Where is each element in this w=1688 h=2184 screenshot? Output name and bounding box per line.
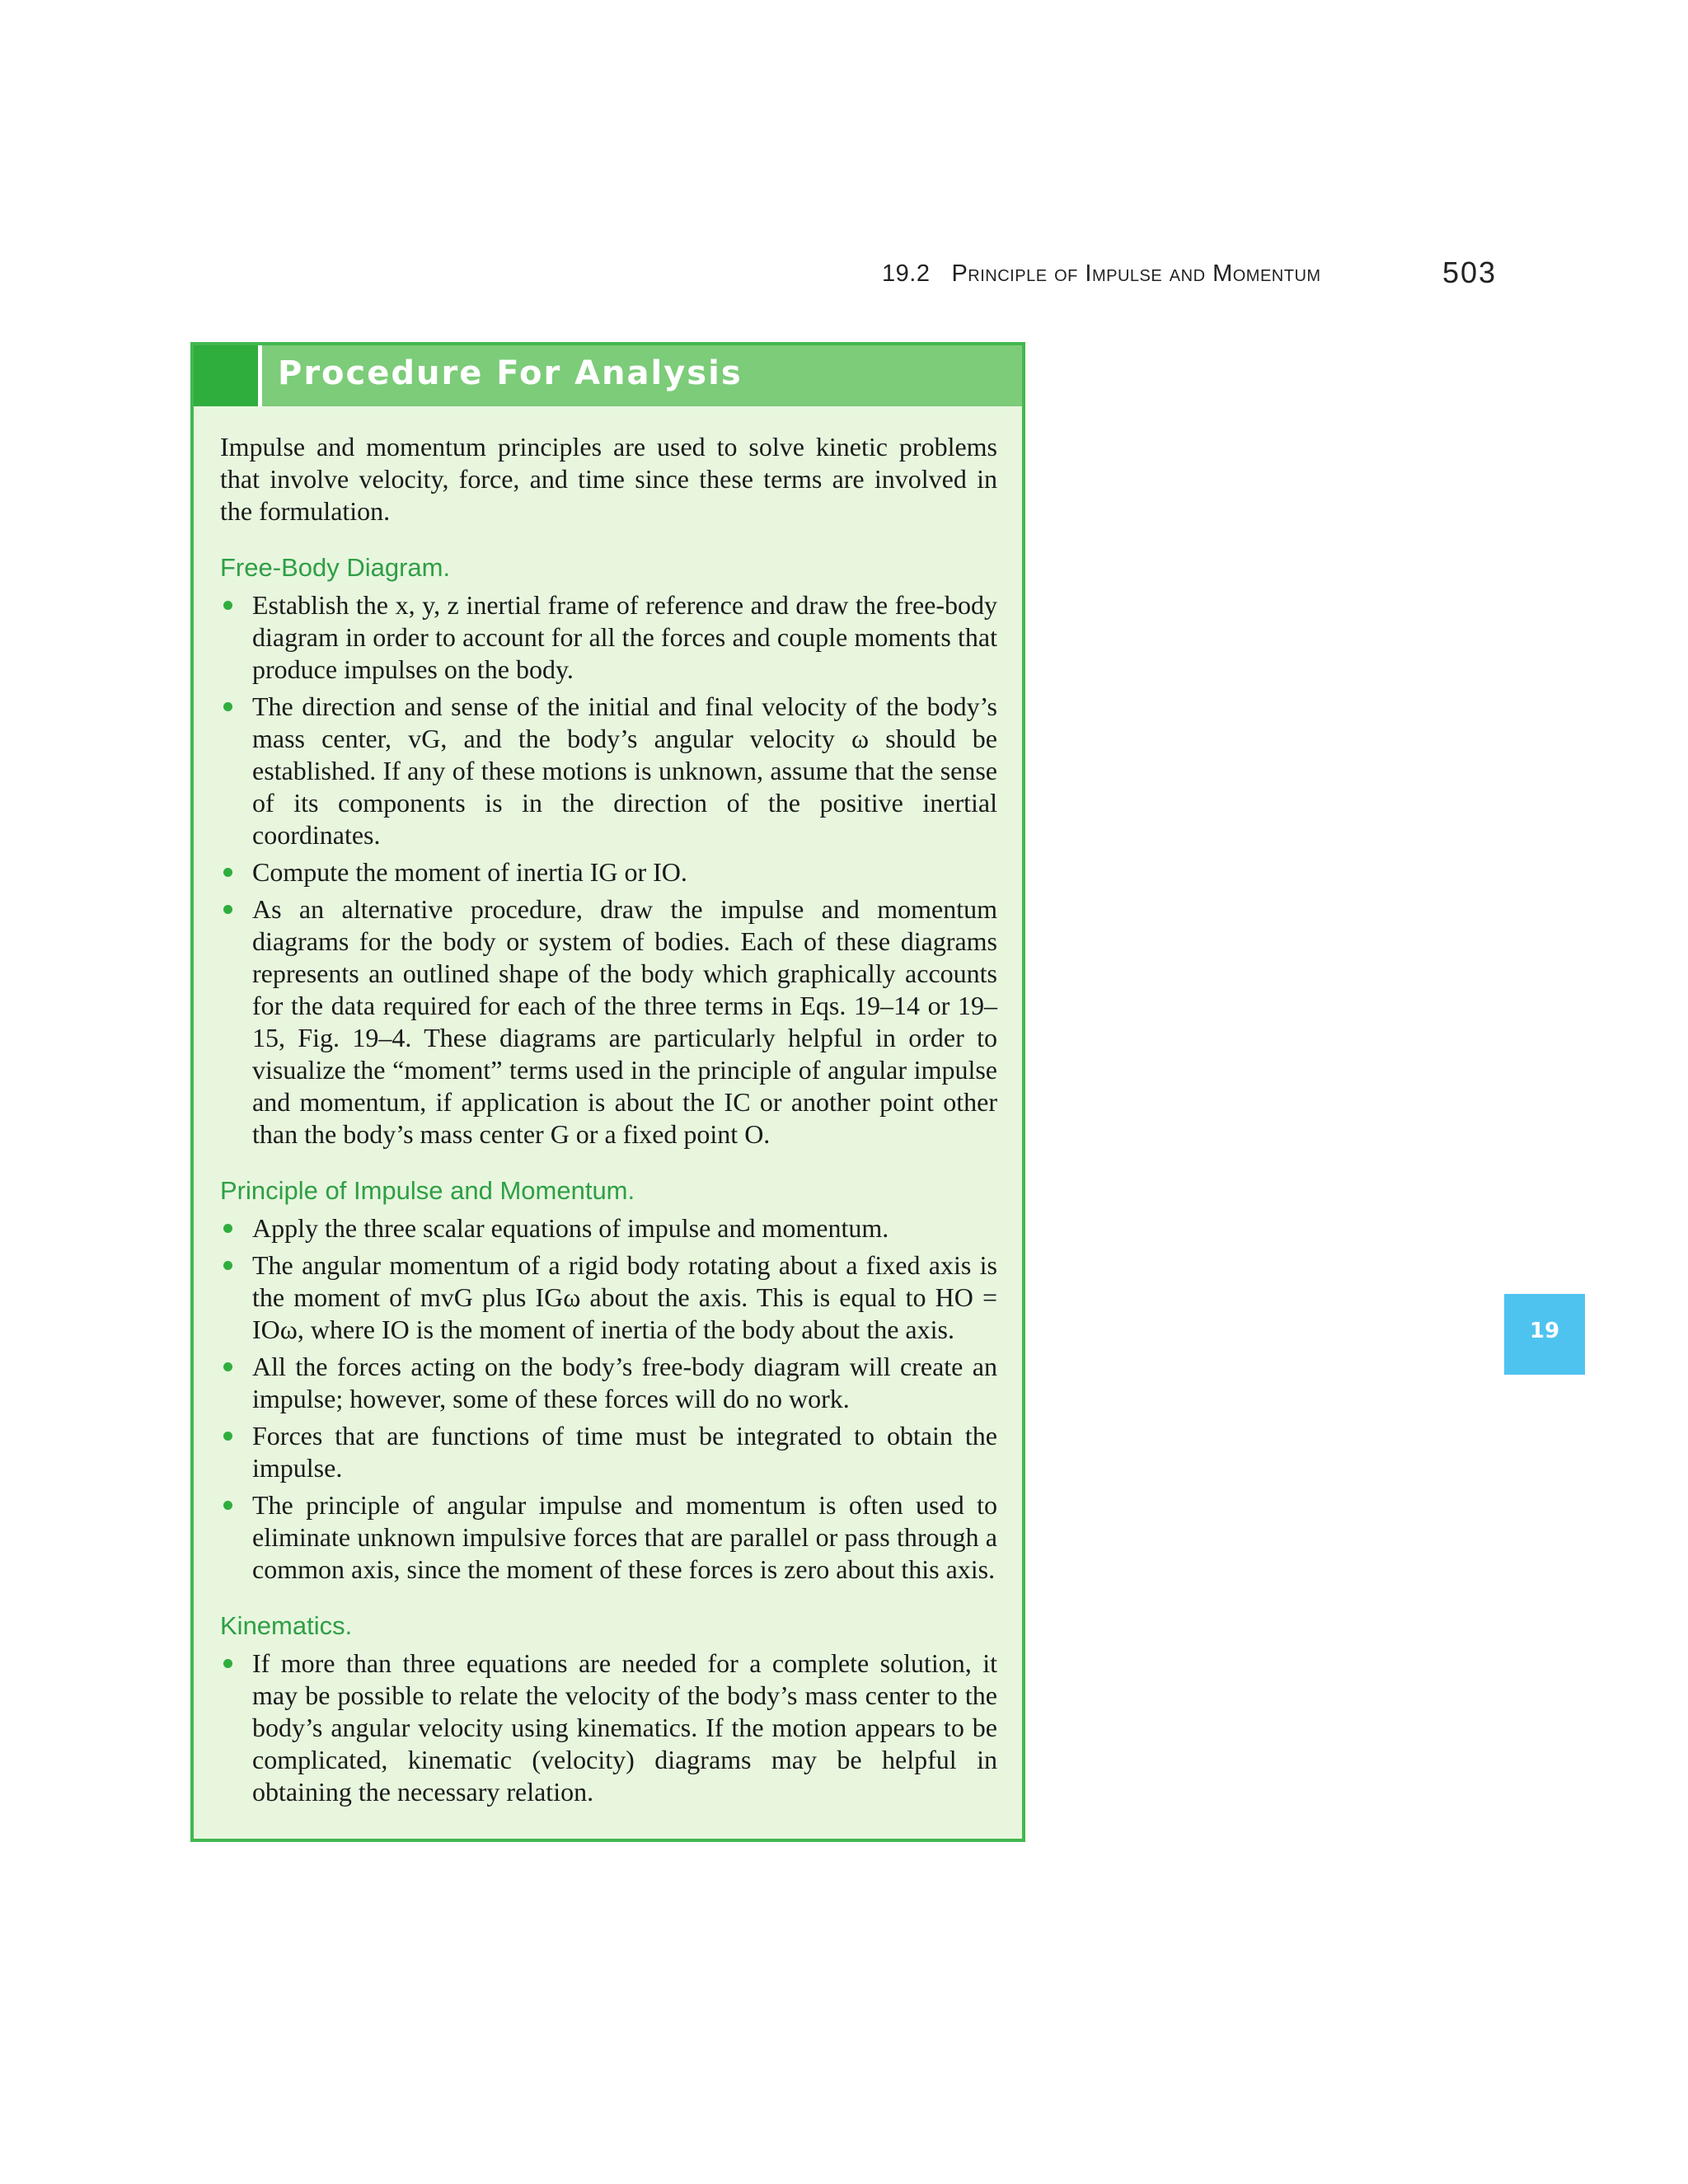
section-number: 19.2 — [882, 260, 931, 287]
bullet-icon — [223, 1261, 232, 1270]
running-head — [882, 260, 1343, 288]
list-item: Compute the moment of inertia IG or IO. — [220, 856, 997, 888]
list-item: The angular momentum of a rigid body rotating about a fixed axis is the moment of mvG plus IGω about the axis. This is equal to HO = IOω, where IO is the moment of inertia of the body about the axis. — [220, 1249, 997, 1346]
list-item: Forces that are functions of time must be integrated to obtain the impulse. — [220, 1420, 997, 1484]
section-title: Principle of Impulse and Momentum — [951, 260, 1321, 287]
list-item: Establish the x, y, z inertial frame of reference and draw the free-body diagram in order to account for all the forces and couple moments that produce impulses on the body. — [220, 589, 997, 686]
procedure-box-header — [194, 345, 1022, 406]
chapter-tab — [1504, 1294, 1585, 1375]
page-number: 503 — [1442, 255, 1498, 289]
intro-paragraph: Impulse and momentum principles are used to solve kinetic problems that involve velocity, force, and time since these terms are involved in the formulation. — [220, 432, 997, 526]
bullet-icon — [223, 601, 232, 610]
list-item: All the forces acting on the body’s free-body diagram will create an impulse; however, some of these forces will do no work. — [220, 1351, 997, 1415]
bullet-icon — [223, 1362, 232, 1371]
kinematics-list — [220, 1647, 997, 1808]
section-heading-free-body: Free-Body Diagram. — [220, 553, 451, 582]
list-item: The direction and sense of the initial and final velocity of the body’s mass center, vG, and the body’s angular velocity ω should be established. If any of these motions is unknown, assume that the sense of its components is in the direction of the positive inertial coordinates. — [220, 691, 997, 851]
bullet-icon — [223, 702, 232, 711]
bullet-icon — [223, 868, 232, 877]
bullet-icon — [223, 1224, 232, 1233]
procedure-box — [190, 342, 1025, 1842]
chapter-tab-label: 19 — [1529, 1319, 1560, 1343]
section-heading-impulse-momentum: Principle of Impulse and Momentum. — [220, 1176, 635, 1205]
bullet-icon — [223, 1659, 232, 1668]
section-heading-kinematics: Kinematics. — [220, 1611, 353, 1640]
bullet-icon — [223, 1501, 232, 1510]
procedure-box-title: Procedure For Analysis — [278, 354, 743, 392]
free-body-list — [220, 589, 997, 1151]
bullet-icon — [223, 1432, 232, 1441]
list-item: The principle of angular impulse and momentum is often used to eliminate unknown impulsive forces that are parallel or pass through a common axis, since the moment of these forces is zero about this axis. — [220, 1489, 997, 1586]
list-item: Apply the three scalar equations of impulse and momentum. — [220, 1212, 997, 1244]
list-item: If more than three equations are needed for a complete solution, it may be possible to relate the velocity of the body’s mass center to the body’s angular velocity using kinematics. If the motion appears to be complicated, kinematic (velocity) diagrams may be helpful in obtaining the necessary relation. — [220, 1647, 997, 1808]
list-item: As an alternative procedure, draw the impulse and momentum diagrams for the body or system of bodies. Each of these diagrams represents an outlined shape of the body which graphically accounts for the data required for each of the three terms in Eqs. 19–14 or 19–15, Fig. 19–4. These diagrams are particularly helpful in order to visualize the “moment” terms used in the principle of angular impulse and momentum, if application is about the IC or another point other than the body’s mass center G or a fixed point O. — [220, 893, 997, 1151]
procedure-box-body — [194, 406, 1022, 1808]
bullet-icon — [223, 905, 232, 914]
header-accent-tab — [194, 345, 262, 406]
impulse-momentum-list — [220, 1212, 997, 1586]
